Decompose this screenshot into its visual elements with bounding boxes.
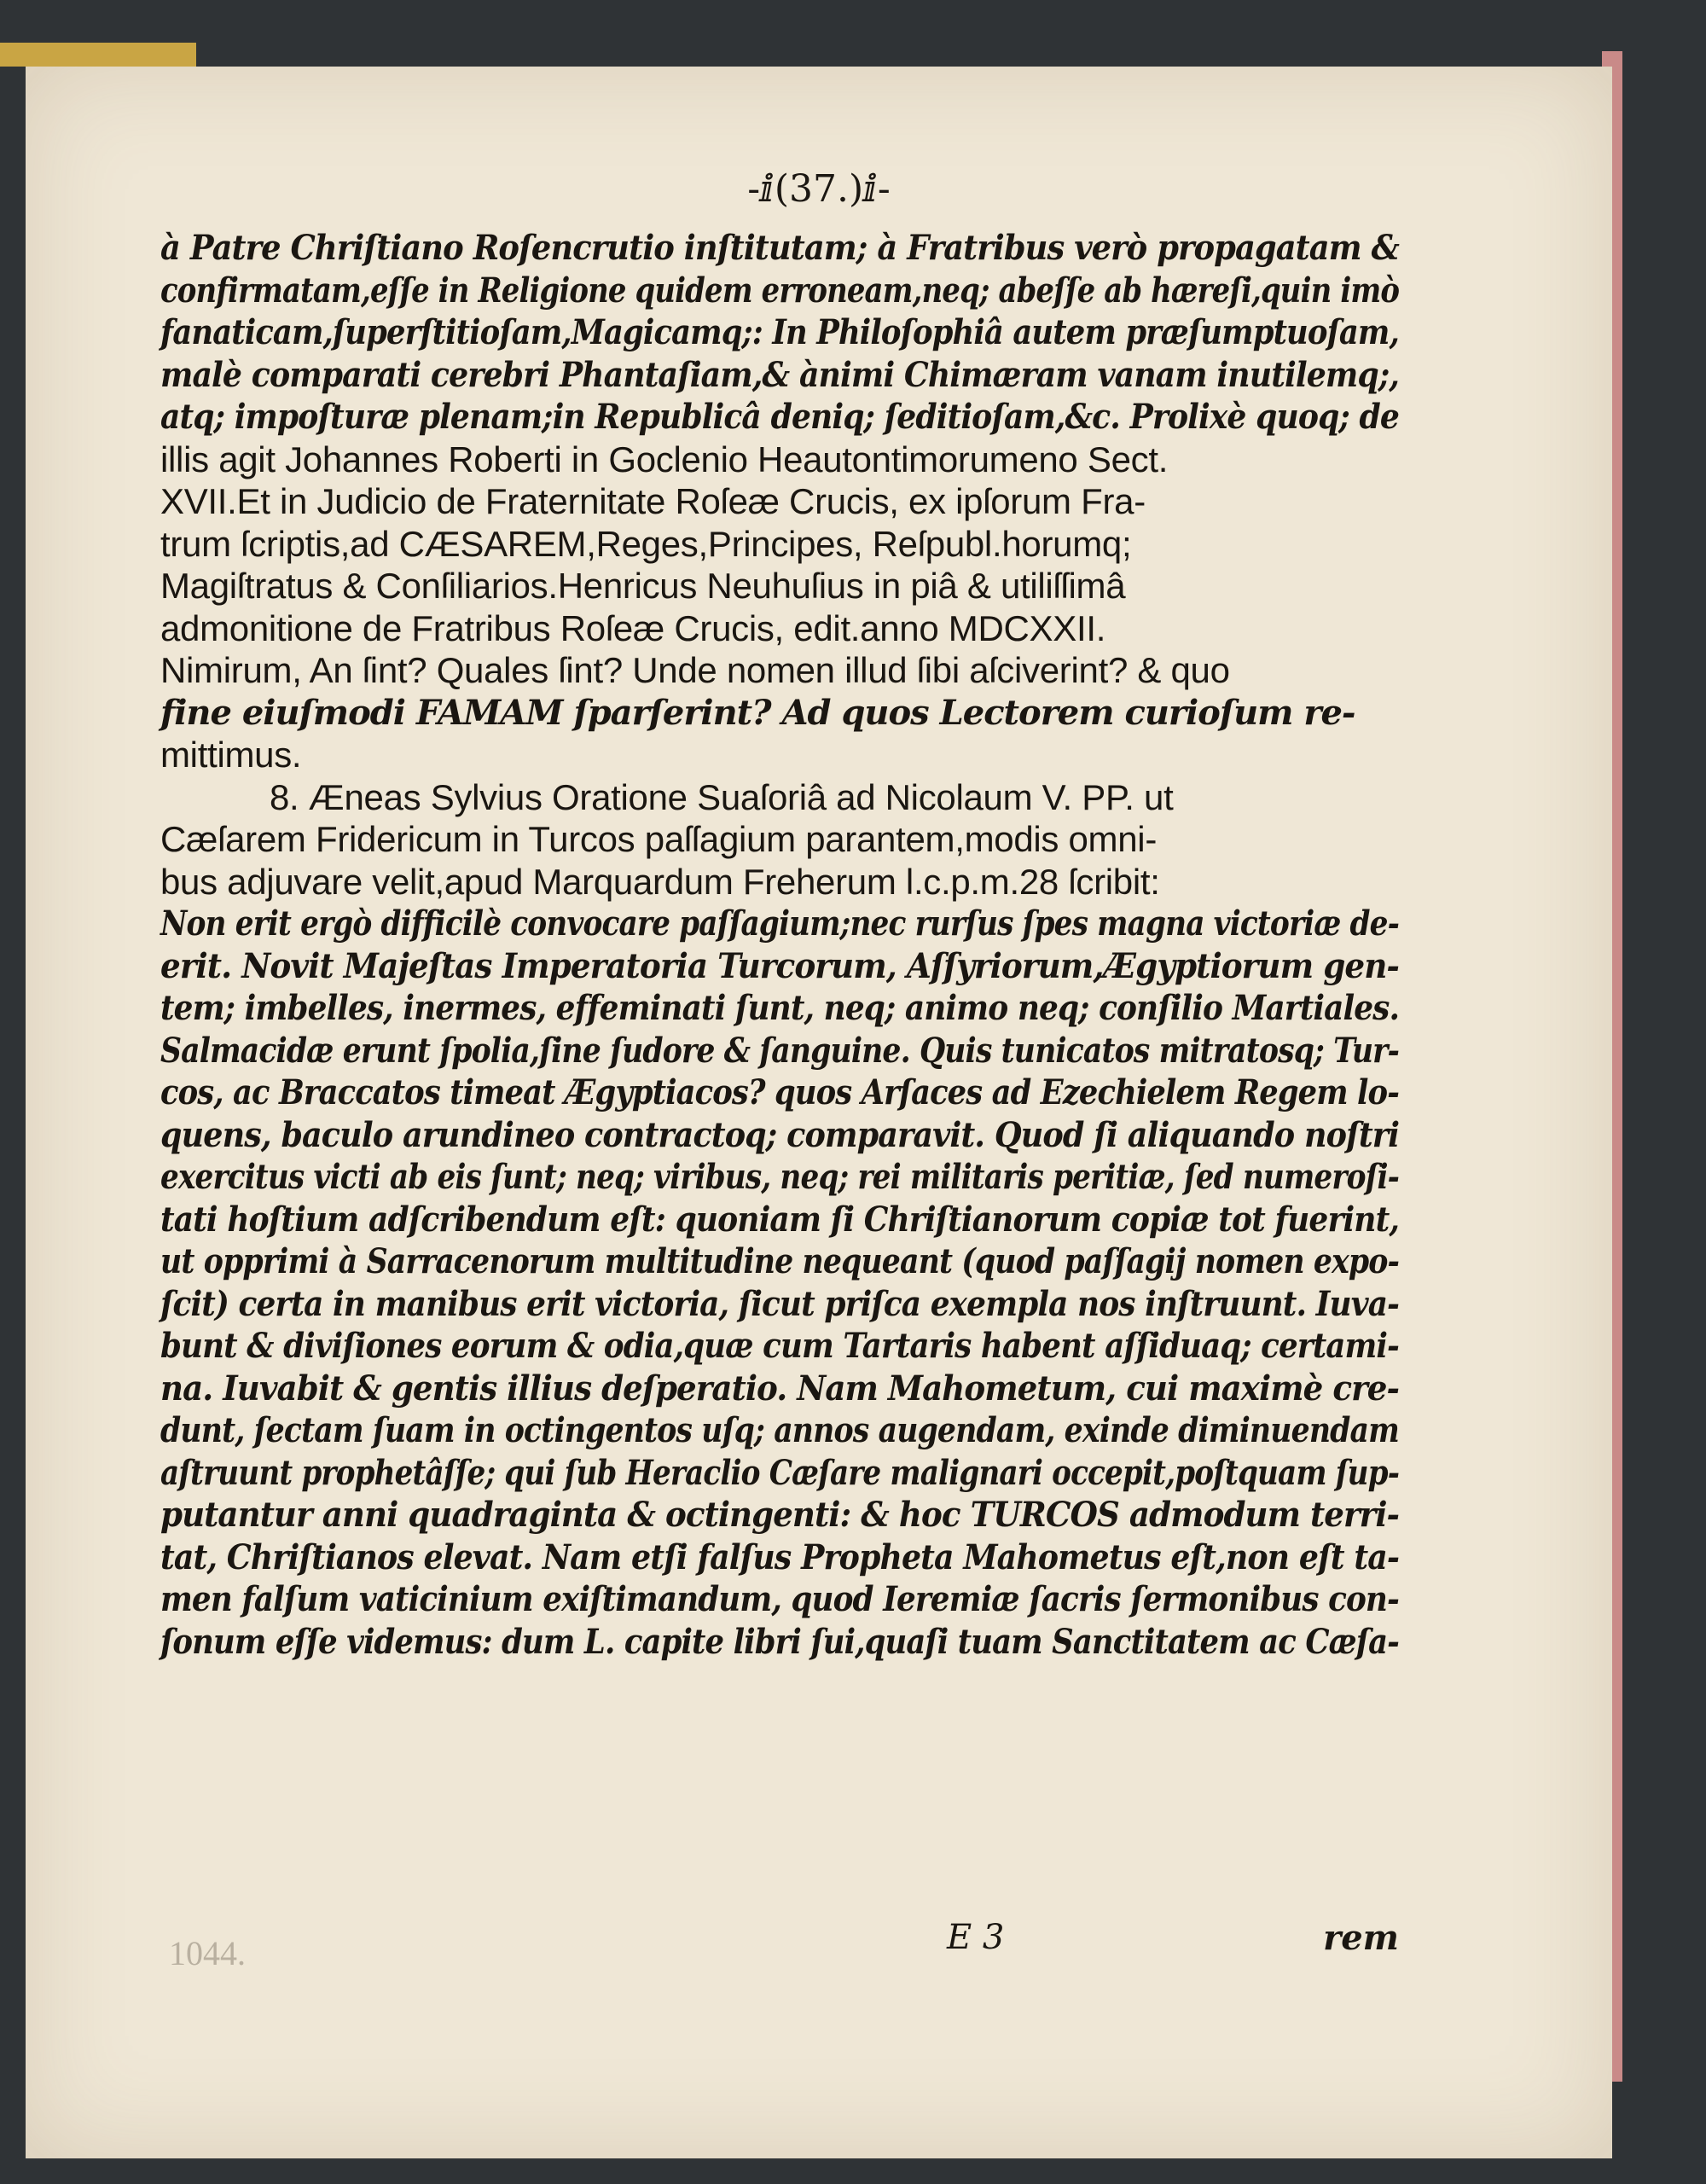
text-line: fine eiuſmodi FAMAM ſparſerint? Ad quos Lectorem curioſum re- <box>160 692 1355 733</box>
signature-mark: E 3 <box>947 1918 1005 1957</box>
text-line: tati hoſtium adſcribendum eſt: quoniam ſi Chriſtianorum copiæ tot fuerint, <box>160 1199 1399 1240</box>
text-line: na. Iuvabit & gentis illius deſperatio. Nam Mahometum, cui maximè cre- <box>160 1368 1399 1409</box>
text-line: à Patre Chriſtiano Roſencrutio inſtitutam; à Fratribus verò propagatam & <box>160 228 1399 268</box>
text-line: Nimirum, An ſint? Quales ſint? Unde nomen illud ſibi aſciverint? & quo <box>160 650 1230 690</box>
paragraph-start-line: 8. Æneas Sylvius Oratione Suaſoriâ ad Nicolaum V. PP. ut <box>270 776 1174 817</box>
text-line: XVII.Et in Judicio de Fraternitate Roſeæ Crucis, ex ipſorum Fra- <box>160 481 1146 521</box>
text-line: men falſum vaticinium exiſtimandum, quod Ieremiæ ſacris ſermonibus con- <box>160 1579 1399 1619</box>
pencil-annotation: 1044. <box>169 1934 246 1972</box>
text-line: tat, Chriſtianos elevat. Nam etſi falſus Propheta Mahometus eſt,non eſt ta- <box>160 1536 1399 1577</box>
text-line: Magiſtratus & Conſiliarios.Henricus Neuhuſius in piâ & utiliſſimâ <box>160 566 1126 606</box>
text-line: ſcit) certa in manibus erit victoria, ſicut priſca exempla nos inſtruunt. Iuva- <box>160 1283 1400 1324</box>
text-line: trum ſcriptis,ad CÆSAREM,Reges,Principes, Reſpubl.horumq; <box>160 523 1132 564</box>
catchword: rem <box>1323 1918 1399 1958</box>
text-line: ſonum eſſe videmus: dum L. capite libri ſui,quaſi tuam Sanctitatem ac Cæſa- <box>160 1621 1399 1662</box>
text-line: malè comparati cerebri Phantaſiam,& ànimi Chimæram vanam inutilemq;, <box>160 354 1400 395</box>
text-line: exercitus victi ab eis ſunt; neq; viribus, neq; rei militaris peritiæ, ſed numeroſi- <box>160 1157 1400 1197</box>
text-line: quens, baculo arundineo contractoq; comparavit. Quod ſi aliquando noſtri <box>160 1114 1400 1155</box>
text-line: bunt & diviſiones eorum & odia,quæ cum Tartaris habent aſſiduaq; certami- <box>160 1326 1399 1366</box>
text-line: atq; impoſturæ plenam;in Republicâ deniq; ſeditioſam,&c. Prolixè quoq; de <box>160 397 1399 437</box>
text-line: fanaticam,ſuperſtitioſam,Magicamq;: In Philoſophiâ autem præſumptuoſam, <box>160 312 1399 352</box>
page-number-header: -ⅈ(37.)ⅈ- <box>747 167 891 211</box>
text-line: confirmatam,eſſe in Religione quidem erroneam,neq; abeſſe ab hæreſi,quin imò <box>160 270 1400 311</box>
book-page <box>26 67 1612 2158</box>
text-line: erit. Novit Majeſtas Imperatoria Turcorum, Aſſyriorum,Ægyptiorum gen- <box>160 945 1399 986</box>
text-line: Cæſarem Fridericum in Turcos paſſagium parantem,modis omni- <box>160 819 1158 859</box>
book-spine-top-edge <box>0 43 196 67</box>
text-line: putantur anni quadraginta & octingenti: & hoc TURCOS admodum terri- <box>160 1495 1400 1535</box>
text-block <box>160 227 1399 1663</box>
text-line: dunt, ſectam ſuam in octingentos uſq; annos augendam, exinde diminuendam <box>160 1410 1399 1450</box>
text-line: mittimus. <box>160 735 302 775</box>
text-line: bus adjuvare velit,apud Marquardum Freherum l.c.p.m.28 ſcribit: <box>160 861 1160 902</box>
text-line: tem; imbelles, inermes, effeminati ſunt, neq; animo neq; conſilio Martiales. <box>160 988 1400 1028</box>
text-line: aſtruunt prophetâſſe; qui ſub Heraclio Cæſare malignari occepit,poſtquam ſup- <box>160 1452 1400 1493</box>
text-line: ut opprimi à Sarracenorum multitudine nequeant (quod paſſagij nomen expo- <box>160 1241 1400 1281</box>
text-line: cos, ac Braccatos timeat Ægyptiacos? quos Arſaces ad Ezechielem Regem lo- <box>160 1072 1399 1112</box>
text-line: Salmacidæ erunt ſpolia,ſine ſudore & ſanguine. Quis tunicatos mitratosq; Tur- <box>160 1030 1400 1071</box>
text-line: admonitione de Fratribus Roſeæ Crucis, edit.anno MDCXXII. <box>160 607 1106 648</box>
text-line: illis agit Johannes Roberti in Goclenio Heautontimorumeno Sect. <box>160 439 1169 479</box>
text-line: Non erit ergò difficilè convocare paſſagium;nec rurſus ſpes magna victoriæ de- <box>160 903 1399 944</box>
